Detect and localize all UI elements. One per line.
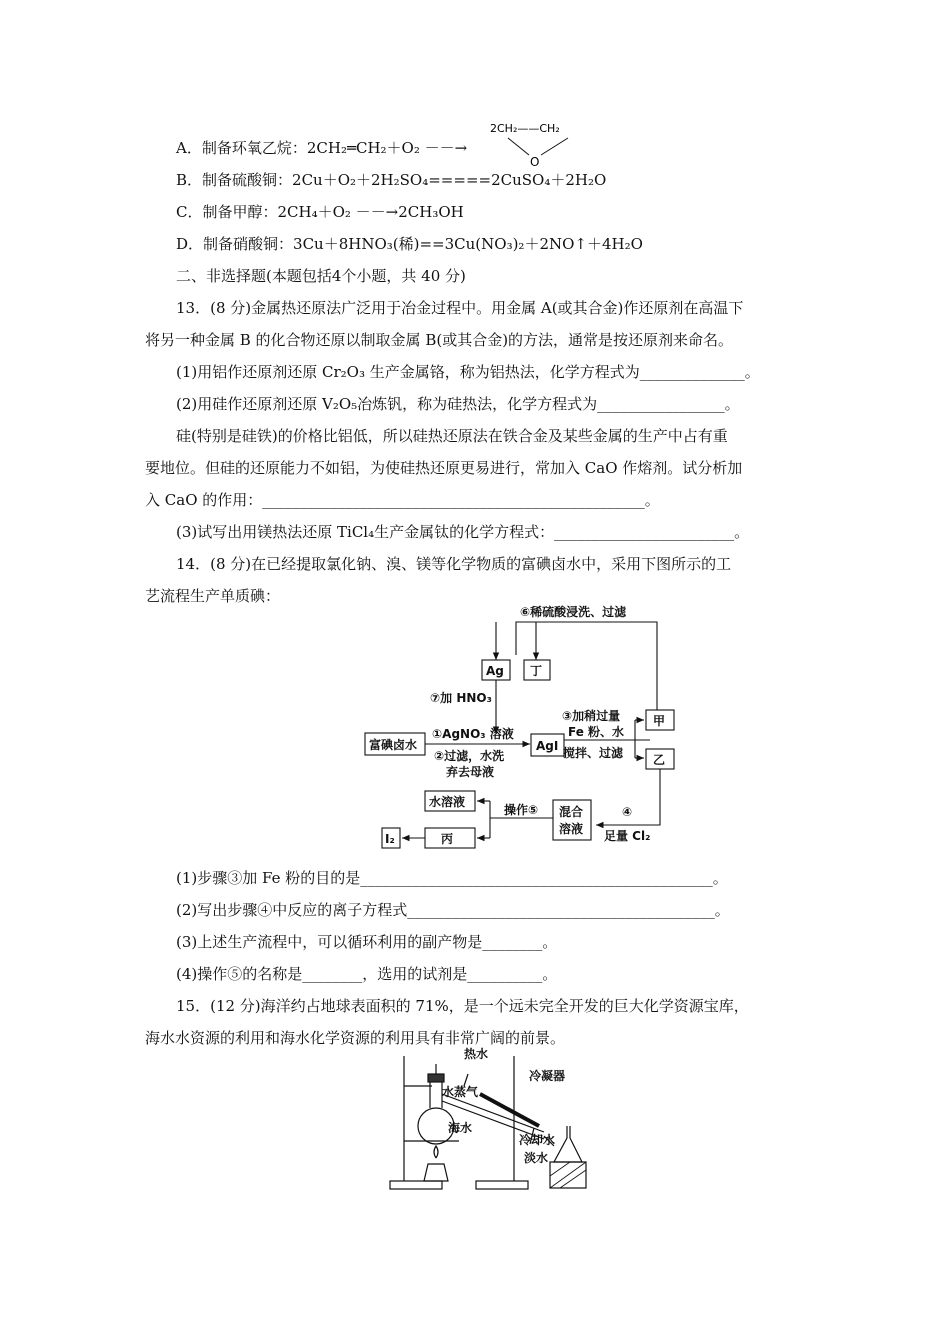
label-cooling: 冷却水 <box>519 1133 556 1147</box>
q14-line1: 14．(8 分)在已经提取氯化钠、溴、镁等化学物质的富碘卤水中，采用下图所示的工 <box>176 555 732 573</box>
q13-part2: (2)用硅作还原剂还原 V₂O₅冶炼钒，称为硅热法，化学方程式为_________________。 <box>176 395 740 413</box>
flow-step7: ⑦加 HNO₃ <box>430 691 492 705</box>
flow-step2a: ②过滤，水洗 <box>434 749 505 763</box>
q13-line3: 硅(特别是硅铁)的价格比铝低，所以硅热还原法在铁合金及某些金属的生产中占有重 <box>176 427 728 445</box>
flow-mix1: 混合 <box>559 805 584 819</box>
choice-a-equation: 2CH₂═CH₂＋O₂ －－→ <box>306 139 468 157</box>
q14-part3: (3)上述生产流程中，可以循环利用的副产物是________。 <box>176 933 558 951</box>
right-stand-base <box>476 1181 528 1189</box>
flow-i2: I₂ <box>385 832 395 846</box>
flow-step3b: Fe 粉、水 <box>568 725 625 739</box>
q13-line1: 13．(8 分)金属热还原法广泛用于冶金过程中。用金属 A(或其合金)作还原剂在高温下 <box>176 299 744 317</box>
flow-brine: 富碘卤水 <box>369 738 418 752</box>
q14-line2: 艺流程生产单质碘： <box>145 587 281 605</box>
q13-part3: (3)试写出用镁热法还原 TiCl₄生产金属钛的化学方程式：________________________。 <box>176 523 750 541</box>
flow-step4a: ④ <box>622 805 633 819</box>
flow-step4b: 足量 Cl₂ <box>604 829 651 843</box>
choice-d: D．制备硝酸铜：3Cu＋8HNO₃(稀)==3Cu(NO₃)₂＋2NO↑＋4H₂O <box>176 235 643 253</box>
epoxide-top: 2CH₂——CH₂ <box>490 122 560 135</box>
label-condenser: 冷凝器 <box>529 1069 566 1083</box>
q14-part4: (4)操作⑤的名称是________，选用的试剂是__________。 <box>176 965 558 983</box>
distillation-apparatus <box>384 1046 594 1194</box>
label-seawater: 海水 <box>448 1121 473 1135</box>
q14-part2: (2)写出步骤④中反应的离子方程式_________________________________________。 <box>176 901 730 919</box>
flow-step1: ①AgNO₃ 溶液 <box>432 727 514 741</box>
flow-yi: 乙 <box>653 753 666 767</box>
flow-step2b: 弃去母液 <box>446 765 495 779</box>
flow-step3a: ③加稍过量 <box>562 709 621 723</box>
choice-a-label: A．制备环氧乙烷： <box>176 139 307 157</box>
flow-mix2: 溶液 <box>559 822 584 836</box>
flow-ding: 丁 <box>530 664 543 678</box>
process-flowchart <box>360 600 690 855</box>
flow-ag: Ag <box>486 664 504 678</box>
q13-line2: 将另一种金属 B 的化合物还原以制取金属 B(或其合金)的方法，通常是按还原剂来命名。 <box>145 331 734 349</box>
q13-line4: 要地位。但硅的还原能力不如铝，为使硅热还原更易进行，常加入 CaO 作熔剂。试分析加 <box>145 459 743 477</box>
flow-op5: 操作⑤ <box>504 803 539 817</box>
flow-water-sol: 水溶液 <box>429 795 466 809</box>
flow-agi: AgI <box>536 739 559 753</box>
q13-line5: 入 CaO 的作用：___________________________________________________。 <box>145 491 660 509</box>
burner <box>424 1164 448 1181</box>
flow-step3c: 搅拌、过滤 <box>563 746 624 760</box>
label-vapor: 水蒸气 <box>442 1085 479 1099</box>
q15-line1: 15．(12 分)海洋约占地球表面积的 71%，是一个远未完全开发的巨大化学资源宝库， <box>176 997 749 1015</box>
q14-part1: (1)步骤③加 Fe 粉的目的是_______________________________________________。 <box>176 869 728 887</box>
q13-part1: (1)用铝作还原剂还原 Cr₂O₃ 生产金属铬，称为铝热法，化学方程式为______________。 <box>176 363 760 381</box>
epoxide-oxygen: O <box>530 155 540 169</box>
stopper <box>428 1074 444 1082</box>
flame-icon <box>434 1146 438 1158</box>
epoxide-structure <box>486 118 586 170</box>
left-stand-base <box>390 1181 442 1189</box>
q15-line2: 海水水资源的利用和海水化学资源的利用具有非常广阔的前景。 <box>145 1029 566 1047</box>
receiver-flask <box>554 1126 582 1162</box>
choice-a <box>176 138 467 158</box>
flow-step6: ⑥稀硫酸浸洗、过滤 <box>520 605 627 619</box>
label-hot-water: 热水 <box>464 1047 489 1061</box>
section-heading: 二、非选择题(本题包括4个小题，共 40 分) <box>176 267 466 285</box>
flow-jia: 甲 <box>653 714 666 728</box>
choice-b: B．制备硫酸铜：2Cu＋O₂＋2H₂SO₄=====2CuSO₄＋2H₂O <box>176 171 607 189</box>
choice-c: C．制备甲醇：2CH₄＋O₂ －－→2CH₃OH <box>176 203 464 221</box>
label-fresh: 淡水 <box>524 1151 549 1165</box>
condenser-tube <box>480 1094 539 1126</box>
flow-bing: 丙 <box>441 832 454 846</box>
